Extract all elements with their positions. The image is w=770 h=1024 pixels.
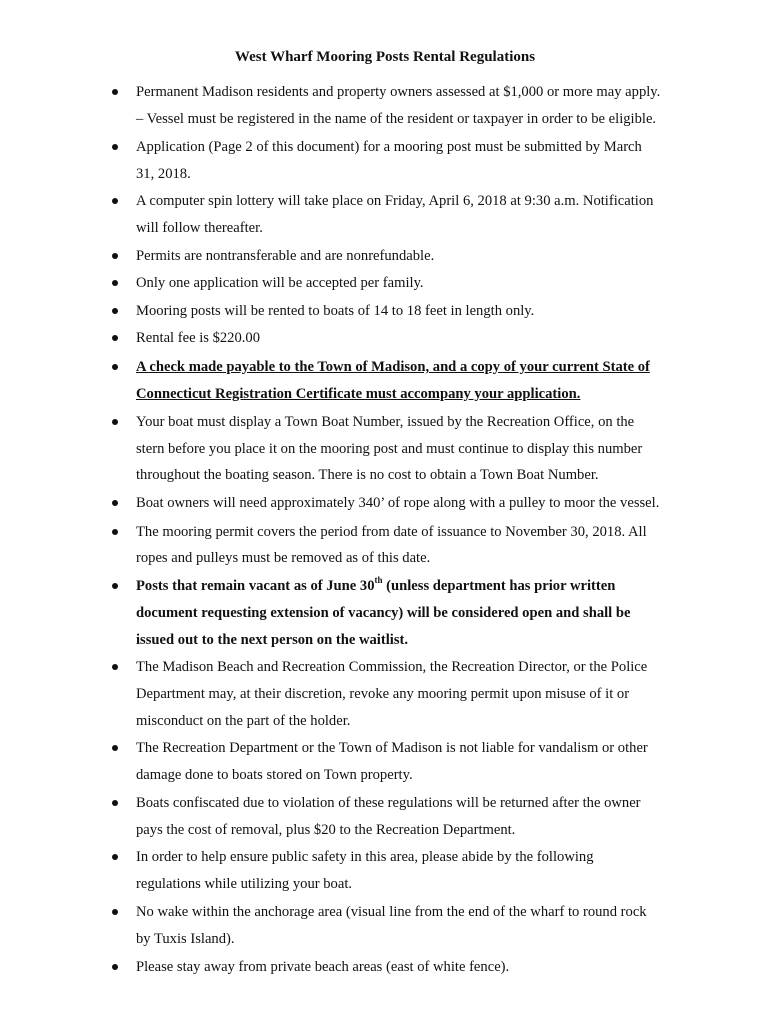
item-13-line-1: The Madison Beach and Recreation Commission, the Recreation Director, or the Police xyxy=(136,659,648,675)
item-2-line-2: 31, 2018. xyxy=(136,166,191,182)
item-1-line-1: Permanent Madison residents and property owners assessed at $1,000 or more may apply. xyxy=(136,84,661,100)
item-16-line-1: In order to help ensure public safety in this area, please abide by the following xyxy=(136,849,594,865)
item-12-line-2: document requesting extension of vacancy) will be considered open and shall be xyxy=(136,605,631,621)
bullet-icon xyxy=(112,529,118,535)
item-12-line-1-pre: Posts that remain vacant as of June 30 xyxy=(136,578,375,594)
item-17-line-1: No wake within the anchorage area (visual line from the end of the wharf to round rock xyxy=(136,904,647,920)
document-title: West Wharf Mooring Posts Rental Regulations xyxy=(234,49,536,65)
item-1-line-2: – Vessel must be registered in the name of the resident or taxpayer in order to be eligible. xyxy=(136,111,657,127)
item-3-line-1: A computer spin lottery will take place on Friday, April 6, 2018 at 9:30 a.m. Notification xyxy=(136,193,654,209)
item-4-line-1: Permits are nontransferable and are nonrefundable. xyxy=(136,248,435,264)
bullet-icon xyxy=(112,964,118,970)
item-11-line-1: The mooring permit covers the period from date of issuance to November 30, 2018. All xyxy=(136,524,647,540)
item-11-line-2: ropes and pulleys must be removed as of this date. xyxy=(136,550,431,566)
item-9-line-1: Your boat must display a Town Boat Number, issued by the Recreation Office, on the xyxy=(136,414,635,430)
item-6-line-1: Mooring posts will be rented to boats of 14 to 18 feet in length only. xyxy=(136,303,535,319)
bullet-icon xyxy=(112,89,118,95)
bullet-icon xyxy=(112,308,118,314)
bullet-icon xyxy=(112,745,118,751)
item-16-line-2: regulations while utilizing your boat. xyxy=(136,876,353,892)
item-5-line-1: Only one application will be accepted per family. xyxy=(136,275,424,291)
bullet-icon xyxy=(112,909,118,915)
item-12-line-1-post: (unless department has prior written xyxy=(382,578,616,594)
item-13-line-3: misconduct on the part of the holder. xyxy=(136,713,351,729)
item-14-line-1: The Recreation Department or the Town of Madison is not liable for vandalism or other xyxy=(136,740,648,756)
item-2-line-1: Application (Page 2 of this document) for a mooring post must be submitted by March xyxy=(136,139,642,155)
bullet-icon xyxy=(112,664,118,670)
bullet-icon xyxy=(112,144,118,150)
item-3-line-2: will follow thereafter. xyxy=(136,220,263,236)
item-18-line-1: Please stay away from private beach areas (east of white fence). xyxy=(136,959,510,975)
item-13-line-2: Department may, at their discretion, revoke any mooring permit upon misuse of it or xyxy=(136,686,630,702)
bullet-icon xyxy=(112,419,118,425)
bullet-icon xyxy=(112,335,118,341)
item-10-line-1: Boat owners will need approximately 340’ of rope along with a pulley to moor the vessel. xyxy=(136,495,660,511)
bullet-icon xyxy=(112,583,118,589)
item-15-line-1: Boats confiscated due to violation of these regulations will be returned after the owner xyxy=(136,795,641,811)
bullet-icon xyxy=(112,854,118,860)
item-17-line-2: by Tuxis Island). xyxy=(136,931,235,947)
item-9-line-2: stern before you place it on the mooring post and must continue to display this number xyxy=(136,441,643,457)
item-7-line-1: Rental fee is $220.00 xyxy=(136,330,261,346)
item-8-line-1: A check made payable to the Town of Madison, and a copy of your current State of xyxy=(136,359,650,375)
bullet-icon xyxy=(112,500,118,506)
item-12-line-3: issued out to the next person on the waitlist. xyxy=(136,632,409,648)
item-12-line-1-sup: th xyxy=(374,575,383,586)
bullet-icon xyxy=(112,280,118,286)
item-15-line-2: pays the cost of removal, plus $20 to the Recreation Department. xyxy=(136,822,516,838)
bullet-icon xyxy=(112,198,118,204)
bullet-icon xyxy=(112,253,118,259)
bullet-icon xyxy=(112,800,118,806)
item-9-line-3: throughout the boating season. There is no cost to obtain a Town Boat Number. xyxy=(136,467,599,483)
item-14-line-2: damage done to boats stored on Town property. xyxy=(136,767,413,783)
bullet-icon xyxy=(112,364,118,370)
item-12-line-1 xyxy=(136,576,615,596)
item-8-line-2: Connecticut Registration Certificate must accompany your application. xyxy=(136,386,581,402)
